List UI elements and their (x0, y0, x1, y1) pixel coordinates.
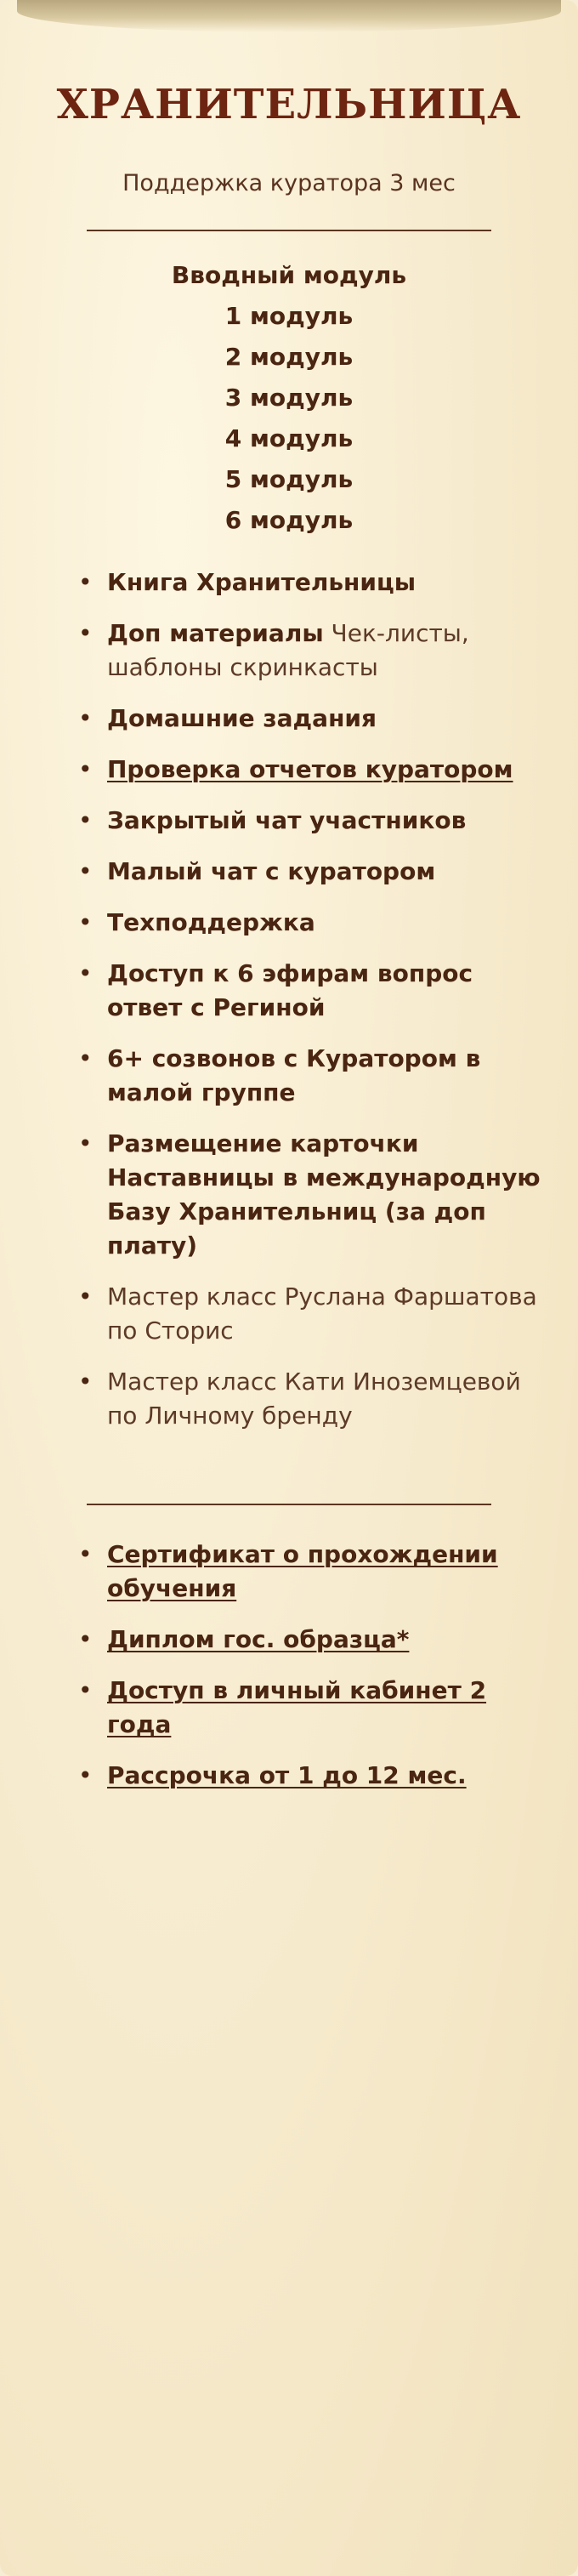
benefit-text: Диплом гос. образца* (107, 1625, 410, 1653)
feature-item (78, 1127, 554, 1263)
feature-bold: Закрытый чат участников (107, 806, 467, 834)
benefit-text: Сертификат о прохождении обучения (107, 1540, 498, 1602)
module-item: Вводный модуль (171, 261, 407, 289)
feature-item (78, 617, 554, 685)
feature-note: Мастер класс Руслана Фаршатова по Сторис (107, 1282, 537, 1345)
feature-bold: Доп материалы (107, 619, 324, 647)
feature-bold: Размещение карточки Наставницы в международную Базу Хранительниц (за доп плату) (107, 1129, 541, 1260)
benefit-item (78, 1674, 554, 1742)
feature-item (78, 906, 554, 940)
feature-item (78, 1365, 554, 1433)
tariff-subtitle: Поддержка куратора 3 мес (122, 170, 456, 196)
module-item: 3 модуль (224, 384, 354, 412)
feature-bold: Книга Хранительницы (107, 568, 416, 596)
feature-bold: Проверка отчетов куратором (107, 755, 513, 783)
feature-item (78, 753, 554, 787)
feature-note: Чек-листы, шаблоны скринкасты (107, 619, 469, 681)
feature-bold: Домашние задания (107, 704, 377, 732)
benefit-item (78, 1623, 554, 1657)
benefit-item (78, 1759, 554, 1793)
feature-bold: Малый чат с куратором (107, 857, 436, 885)
benefits-list (78, 1538, 554, 1810)
feature-item (78, 1280, 554, 1348)
feature-item (78, 804, 554, 838)
card-top-band (17, 0, 561, 32)
feature-item (78, 702, 554, 736)
module-item: 4 модуль (224, 424, 354, 452)
feature-note: Мастер класс Кати Иноземцевой по Личному бренду (107, 1368, 521, 1430)
module-item: 2 модуль (224, 343, 354, 371)
modules-list (0, 255, 578, 541)
divider-bottom (87, 1504, 491, 1505)
module-item: 1 модуль (224, 302, 354, 330)
features-list (78, 566, 554, 1450)
tariff-title: ХРАНИТЕЛЬНИЦА (56, 81, 522, 128)
benefit-text: Рассрочка от 1 до 12 мес. (107, 1761, 467, 1789)
feature-item (78, 1042, 554, 1110)
module-item: 6 модуль (224, 506, 354, 534)
feature-item (78, 855, 554, 889)
benefit-item (78, 1538, 554, 1606)
divider-top (87, 230, 491, 231)
module-item: 5 модуль (224, 465, 354, 493)
feature-item (78, 957, 554, 1025)
feature-bold: Доступ к 6 эфирам вопрос ответ с Региной (107, 959, 473, 1021)
feature-bold: Техподдержка (107, 908, 315, 936)
benefit-text: Доступ в личный кабинет 2 года (107, 1676, 487, 1738)
feature-bold: 6+ созвонов с Куратором в малой группе (107, 1044, 481, 1106)
feature-item (78, 566, 554, 600)
